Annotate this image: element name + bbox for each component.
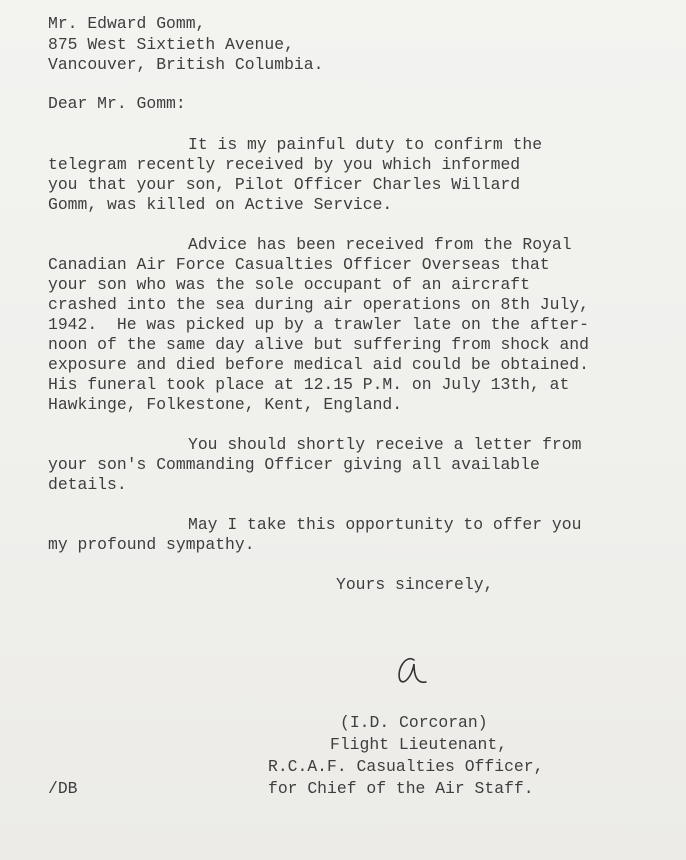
paragraph-2-line: Canadian Air Force Casualties Officer Overseas that — [48, 255, 550, 274]
paragraph-1-line: you that your son, Pilot Officer Charles Willard — [48, 175, 521, 194]
address-city: Vancouver, British Columbia. — [48, 55, 324, 74]
paragraph-3-line: your son's Commanding Officer giving all available — [48, 455, 540, 474]
signatory-rank: Flight Lieutenant, — [330, 735, 508, 754]
salutation: Dear Mr. Gomm: — [48, 94, 186, 113]
paragraph-2-line: Advice has been received from the Royal — [188, 235, 572, 254]
signatory-name: (I.D. Corcoran) — [340, 713, 488, 732]
paragraph-3-line: You should shortly receive a letter from — [188, 435, 582, 454]
address-name: Mr. Edward Gomm, — [48, 14, 206, 33]
paragraph-2-line: exposure and died before medical aid could be obtained. — [48, 355, 589, 374]
paragraph-1-line: It is my painful duty to confirm the — [188, 135, 543, 154]
paragraph-4-line: my profound sympathy. — [48, 535, 255, 554]
paragraph-1-line: telegram recently received by you which informed — [48, 155, 521, 174]
paragraph-4-line: May I take this opportunity to offer you — [188, 515, 582, 534]
paragraph-2-line: His funeral took place at 12.15 P.M. on July 13th, at — [48, 375, 570, 394]
typist-reference: /DB — [48, 779, 78, 798]
signatory-title: R.C.A.F. Casualties Officer, — [268, 757, 544, 776]
paragraph-2-line: your son who was the sole occupant of an aircraft — [48, 275, 530, 294]
paragraph-2-line: 1942. He was picked up by a trawler late on the after- — [48, 315, 589, 334]
paragraph-3-line: details. — [48, 475, 127, 494]
paragraph-1-line: Gomm, was killed on Active Service. — [48, 195, 393, 214]
paragraph-2-line: crashed into the sea during air operations on 8th July, — [48, 295, 589, 314]
address-street: 875 West Sixtieth Avenue, — [48, 35, 294, 54]
handwritten-signature — [392, 640, 432, 690]
paragraph-2-line: Hawkinge, Folkestone, Kent, England. — [48, 395, 403, 414]
closing: Yours sincerely, — [336, 575, 494, 594]
signatory-for: for Chief of the Air Staff. — [268, 779, 534, 798]
paragraph-2-line: noon of the same day alive but suffering from shock and — [48, 335, 589, 354]
